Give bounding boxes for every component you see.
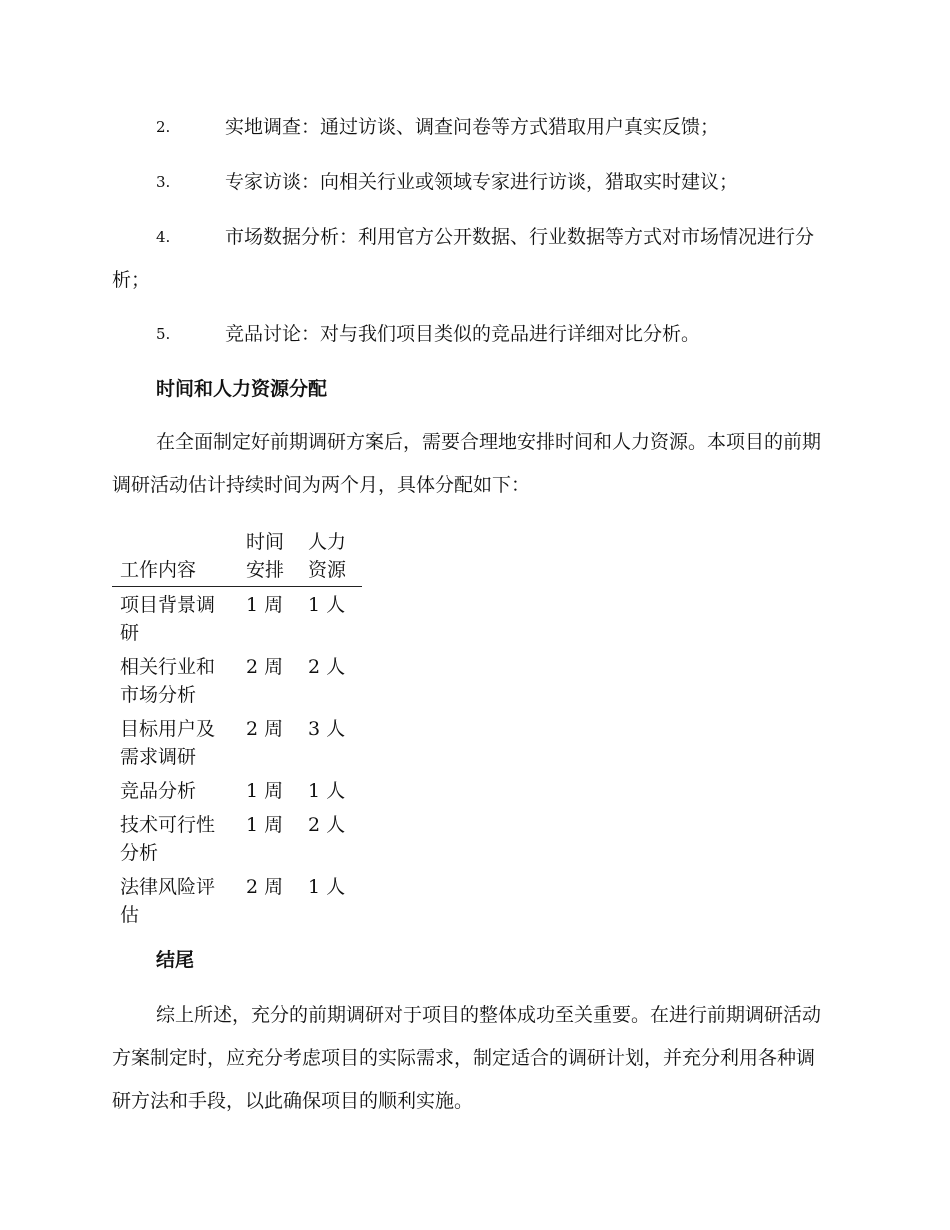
table-cell: 1 人: [308, 876, 346, 898]
list-item: [112, 161, 832, 204]
section-heading-time: 时间和人力资源分配: [156, 378, 328, 400]
table-cell: 项目背景调研: [120, 594, 216, 644]
section-heading-end: 结尾: [156, 949, 195, 971]
list-item: [112, 216, 832, 302]
list-item: [112, 106, 832, 149]
table-row: [112, 773, 362, 807]
table-header-cell: 时间安排: [238, 528, 300, 587]
table-row: [112, 649, 362, 711]
table-cell: 2 周: [246, 718, 284, 740]
table-cell: 2 人: [308, 656, 346, 678]
table-cell: 1 周: [246, 814, 284, 836]
list-item-number: 5.: [156, 325, 171, 343]
list-item-number: 2.: [156, 118, 171, 136]
table-cell: 技术可行性分析: [120, 814, 216, 864]
list-item-text: 实地调查：通过访谈、调查问卷等方式猎取用户真实反馈；: [225, 116, 720, 138]
table-cell: 1 周: [246, 594, 284, 616]
table-row: [112, 869, 362, 931]
table-cell: 竞品分析: [120, 780, 197, 802]
table-cell: 1 人: [308, 780, 346, 802]
list-item: [112, 313, 832, 356]
table-cell: 目标用户及需求调研: [120, 718, 216, 768]
table-cell: 2 周: [246, 876, 284, 898]
table-row: [112, 711, 362, 773]
table-cell: 2 人: [308, 814, 346, 836]
section-paragraph-time: 在全面制定好前期调研方案后，需要合理地安排时间和人力资源。本项目的前期调研活动估计持续时间为两个月，具体分配如下：: [112, 431, 822, 496]
table-cell: 3 人: [308, 718, 346, 740]
list-item-text: 市场数据分析：利用官方公开数据、行业数据等方式对市场情况进行分析；: [112, 226, 815, 291]
table-cell: 1 人: [308, 594, 346, 616]
list-item-number: 4.: [156, 228, 171, 246]
table-cell: 法律风险评估: [120, 876, 216, 926]
section-paragraph-end: 综上所述，充分的前期调研对于项目的整体成功至关重要。在进行前期调研活动方案制定时，应充分考虑项目的实际需求，制定适合的调研计划，并充分利用各种调研方法和手段，以此确保项目的顺利实施。: [112, 1004, 822, 1112]
table-cell: 1 周: [246, 780, 284, 802]
allocation-table: [112, 528, 362, 931]
list-item-text: 专家访谈：向相关行业或领域专家进行访谈，猎取实时建议；: [225, 171, 739, 193]
list-item-number: 3.: [156, 173, 171, 191]
table-header-row: [112, 528, 362, 587]
list-item-text: 竞品讨论：对与我们项目类似的竞品进行详细对比分析。: [225, 323, 701, 345]
table-cell: 相关行业和市场分析: [120, 656, 216, 706]
table-header-cell: 工作内容: [112, 528, 238, 587]
table-row: [112, 807, 362, 869]
table-cell: 2 周: [246, 656, 284, 678]
table-header-cell: 人力资源: [300, 528, 362, 587]
table-row: [112, 587, 362, 650]
